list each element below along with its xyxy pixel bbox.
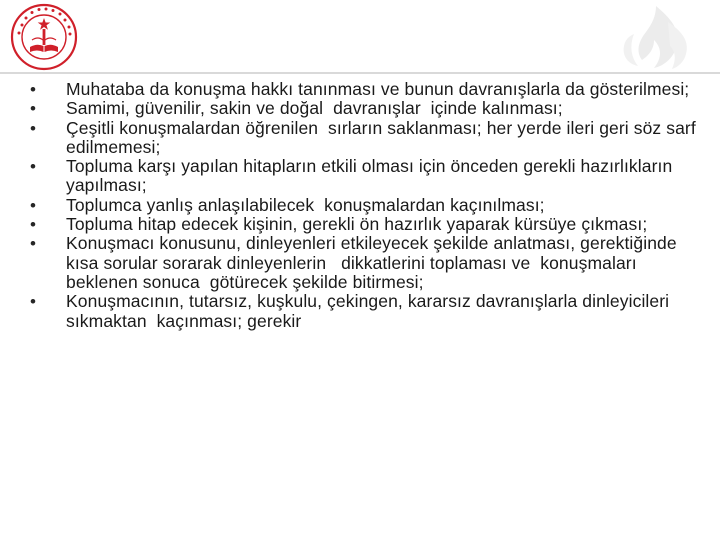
list-item — [30, 157, 702, 196]
list-item-text: Topluma karşı yapılan hitapların etkili olması için önceden gerekli hazırlıkların yapılması; — [66, 156, 678, 196]
list-item — [30, 215, 702, 234]
bullet-dot: • — [30, 157, 37, 177]
header-divider — [0, 72, 720, 74]
bullet-dot: • — [30, 118, 37, 138]
bullet-dot: • — [30, 80, 37, 99]
list-item — [30, 292, 702, 331]
bullet-list — [30, 79, 706, 331]
list-item — [30, 117, 706, 158]
bullet-dot: • — [30, 215, 37, 235]
list-item-text: Konuşmacı konusunu, dinleyenleri etkileyecek şekilde anlatması, gerektiğinde kısa sorular sorarak dinleyenlerin dikkatlerini toplaması ve konuşmaları beklenen sonuca götürecek şekilde bitirmesi; — [66, 233, 682, 292]
list-item-text: Çeşitli konuşmalardan öğrenilen sırların saklanması; her yerde ileri geri söz sarf edilmemesi; — [66, 117, 706, 157]
list-item — [30, 99, 702, 118]
list-item — [30, 80, 702, 99]
bullet-dot: • — [30, 234, 37, 254]
list-item-text: Samimi, güvenilir, sakin ve doğal davranışlar içinde kalınması; — [66, 98, 563, 119]
bullet-dot: • — [30, 195, 37, 215]
bullet-dot: • — [30, 292, 37, 312]
list-item-text: Toplumca yanlış anlaşılabilecek konuşmalardan kaçınılması; — [66, 194, 545, 215]
list-item-text: Topluma hitap edecek kişinin, gerekli ön hazırlık yaparak kürsüye çıkması; — [66, 214, 648, 235]
list-item — [30, 234, 702, 292]
list-item — [30, 196, 702, 215]
bullet-dot: • — [30, 99, 37, 119]
flame-watermark-icon — [612, 4, 698, 70]
ministry-of-education-seal-icon — [8, 3, 80, 71]
list-item-text: Muhataba da konuşma hakkı tanınması ve bunun davranışlarla da gösterilmesi; — [66, 79, 690, 99]
list-item-text: Konuşmacının, tutarsız, kuşkulu, çekingen, kararsız davranışlarla dinleyicileri sıkmaktan kaçınması; gerekir — [66, 291, 675, 331]
